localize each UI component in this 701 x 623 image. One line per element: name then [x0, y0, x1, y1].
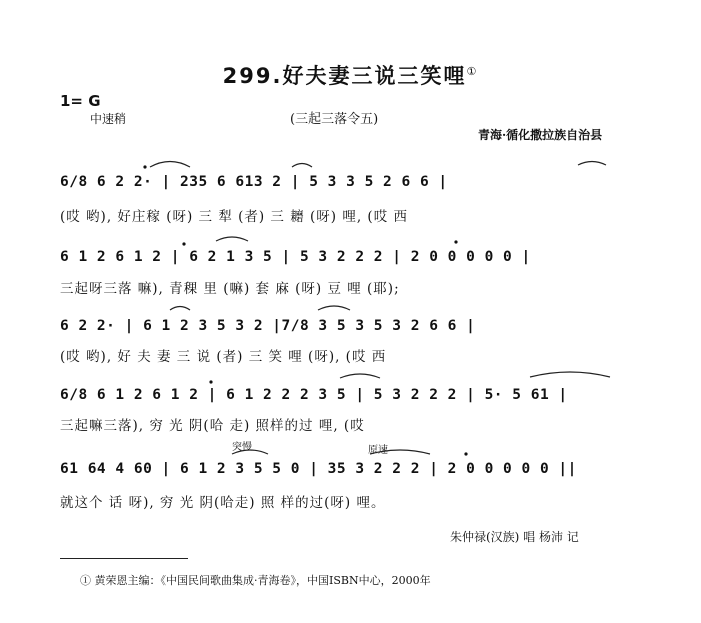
slower-marking: 突慢	[232, 442, 252, 453]
performer-credit: 朱仲禄(汉族) 唱 杨沛 记	[450, 530, 579, 544]
tie-slur-4	[216, 237, 248, 241]
region-label: 青海·循化撒拉族自治县	[478, 128, 603, 142]
footnote-divider	[60, 558, 188, 559]
score-line-3-notes: 6 2 2· | 6 1 2 3 5 3 2 |7/8 3 5 3 5 3 2 6 6 |	[60, 318, 476, 334]
score-line-4-notes: 6/8 6 1 2 6 1 2 | 6 1 2 2 2 3 5 | 5 3 2 2 2 | 5· 5 61 |	[60, 387, 568, 403]
score-line-2-notes: 6 1 2 6 1 2 | 6 2 1 3 5 | 5 3 2 2 2 | 2 0 0 0 0 0 |	[60, 249, 531, 265]
original-tempo-marking: 原速	[368, 445, 388, 456]
score-line-1-notes: 6/8 6 2 2· | 235 6 613 2 | 5 3 3 5 2 6 6 |	[60, 174, 448, 190]
tie-slur-3	[578, 162, 606, 166]
tie-slur-2	[292, 164, 312, 168]
score-line-3-lyrics: (哎 哟), 好 夫 妻 三 说 (者) 三 笑 哩 (呀), (哎 西	[60, 349, 387, 365]
tie-slur-6	[318, 306, 350, 310]
tie-slur-5	[170, 307, 190, 311]
key-signature: 1= G	[60, 92, 101, 110]
tempo-marking: 中速稍	[90, 112, 127, 126]
score-line-4-lyrics: 三起嘛三落), 穷 光 阴(哈 走) 照样的过 哩, (哎	[60, 418, 365, 434]
score-line-5-lyrics: 就这个 话 呀), 穷 光 阴(哈走) 照 样的过(呀) 哩。	[60, 495, 386, 511]
tie-slur-7	[340, 374, 380, 378]
song-form-label: (三起三落令五)	[290, 112, 379, 127]
song-title: 299.好夫妻三说三笑哩①	[222, 64, 479, 88]
tie-slur-1	[150, 162, 190, 168]
score-line-2-lyrics: 三起呀三落 嘛), 青稞 里 (嘛) 套 麻 (呀) 豆 哩 (耶);	[60, 281, 400, 297]
score-line-1-lyrics: (哎 哟), 好庄稼 (呀) 三 犁 (者) 三 耱 (呀) 哩, (哎 西	[60, 209, 408, 225]
tie-slur-8	[530, 372, 610, 377]
title-footnote-mark: ①	[466, 65, 479, 78]
score-line-5-notes: 61 64 4 60 | 6 1 2 3 5 5 0 | 35 3 2 2 2 | 2 0 0 0 0 0 ||	[60, 461, 577, 477]
source-footnote: ① 黄荣恩主编：《中国民间歌曲集成·青海卷》，中国ISBN中心，2000年	[80, 574, 431, 587]
